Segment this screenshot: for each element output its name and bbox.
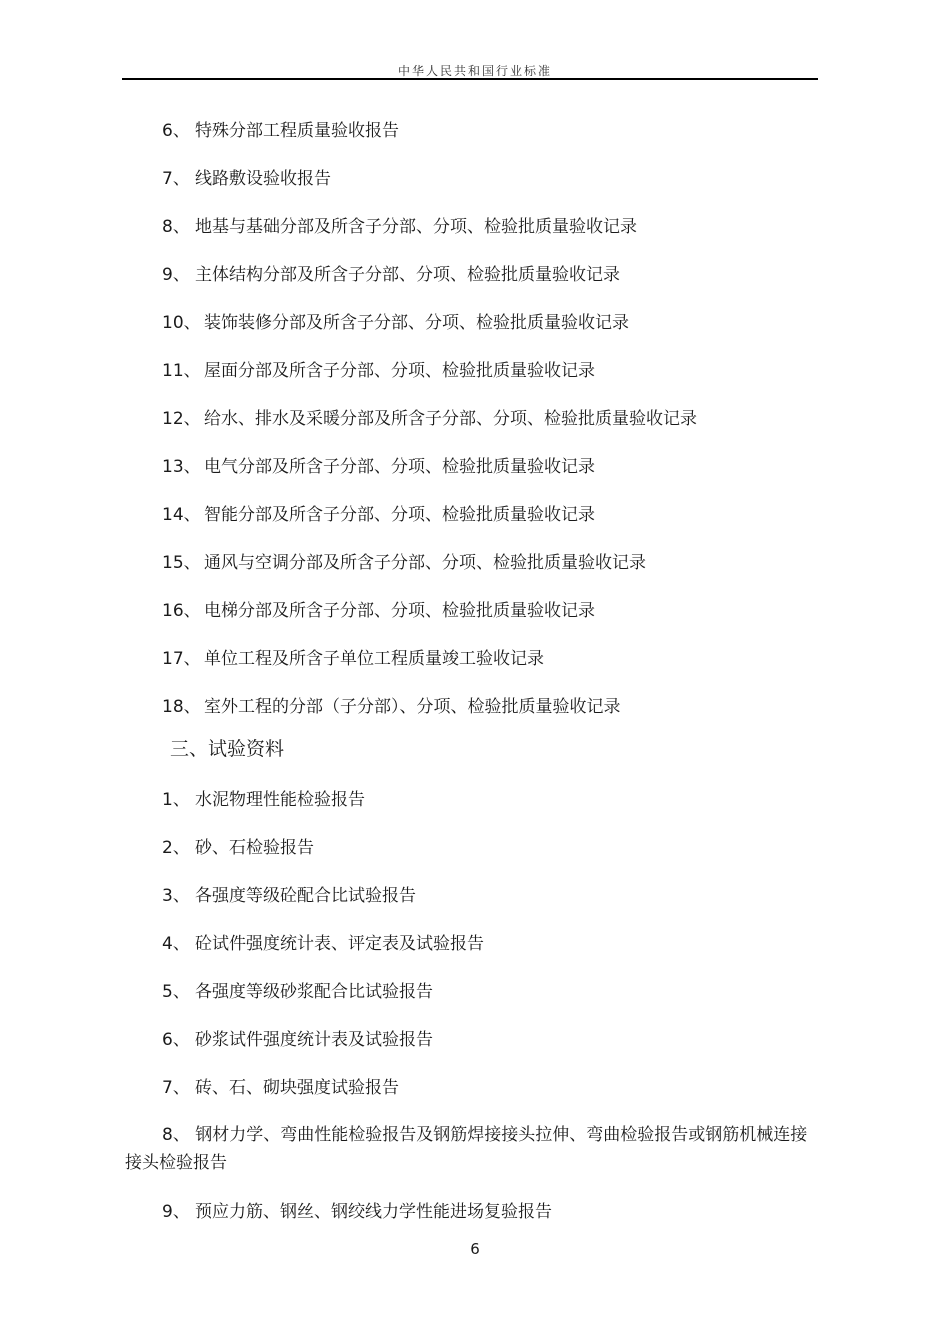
item-text: 电气分部及所含子分部、分项、检验批质量验收记录 [204,457,595,477]
item-text: 水泥物理性能检验报告 [195,790,365,810]
item-text: 室外工程的分部（子分部）、分项、检验批质量验收记录 [204,697,621,717]
running-header: 中华人民共和国行业标准 [397,64,552,78]
item-text: 主体结构分部及所含子分部、分项、检验批质量验收记录 [195,265,620,285]
item-number: 9、 [162,265,190,285]
list-item [162,1029,433,1051]
item-number: 9、 [162,1202,190,1222]
item-text: 地基与基础分部及所含子分部、分项、检验批质量验收记录 [195,217,637,237]
list-item-wrapped [125,1121,815,1177]
item-number: 13、 [162,457,201,477]
item-number: 6、 [162,121,190,141]
item-text: 各强度等级砼配合比试验报告 [195,886,416,906]
item-number: 11、 [162,361,201,381]
list-item [162,120,399,142]
list-item [162,648,544,670]
item-text: 砂、石检验报告 [195,838,314,858]
item-text: 线路敷设验收报告 [195,169,331,189]
item-text: 砼试件强度统计表、评定表及试验报告 [195,934,484,954]
list-item [162,360,595,382]
item-number: 7、 [162,169,190,189]
list-item [162,264,620,286]
item-number: 6、 [162,1030,190,1050]
list-item [162,1077,399,1099]
list-item [162,168,331,190]
item-text: 屋面分部及所含子分部、分项、检验批质量验收记录 [204,361,595,381]
list-item [162,885,416,907]
item-number: 4、 [162,934,190,954]
item-text: 智能分部及所含子分部、分项、检验批质量验收记录 [204,505,595,525]
item-number: 16、 [162,601,201,621]
item-text: 装饰装修分部及所含子分部、分项、检验批质量验收记录 [204,313,629,333]
item-text: 通风与空调分部及所含子分部、分项、检验批质量验收记录 [204,553,646,573]
item-number: 3、 [162,886,190,906]
item-text: 给水、排水及采暖分部及所含子分部、分项、检验批质量验收记录 [204,409,697,429]
item-text: 特殊分部工程质量验收报告 [195,121,399,141]
item-number: 5、 [162,982,190,1002]
item-text: 各强度等级砂浆配合比试验报告 [195,982,433,1002]
item-number: 17、 [162,649,201,669]
list-item [162,1201,552,1223]
item-number: 10、 [162,313,201,333]
item-number: 14、 [162,505,201,525]
section-heading: 三、试验资料 [170,738,285,760]
item-number: 2、 [162,838,190,858]
item-text: 预应力筋、钢丝、钢绞线力学性能进场复验报告 [195,1202,552,1222]
list-item [162,216,637,238]
list-item [162,933,484,955]
list-item [162,981,433,1003]
list-item [162,837,314,859]
item-number: 18、 [162,697,201,717]
list-item [162,408,697,430]
list-item [162,696,621,718]
item-text: 钢材力学、弯曲性能检验报告及钢筋焊接接头拉伸、弯曲检验报告或钢筋机械连接接头检验报告 [125,1125,808,1173]
list-item [162,456,595,478]
item-text: 砖、石、砌块强度试验报告 [195,1078,399,1098]
page-number: 6 [470,1240,480,1258]
header-rule [122,78,818,80]
list-item [162,504,595,526]
item-number: 7、 [162,1078,190,1098]
item-number: 8、 [162,1125,190,1145]
list-item [162,552,646,574]
item-text: 电梯分部及所含子分部、分项、检验批质量验收记录 [204,601,595,621]
list-item [162,600,595,622]
item-number: 1、 [162,790,190,810]
item-number: 8、 [162,217,190,237]
item-text: 单位工程及所含子单位工程质量竣工验收记录 [204,649,544,669]
list-item [162,789,365,811]
item-text: 砂浆试件强度统计表及试验报告 [195,1030,433,1050]
item-number: 12、 [162,409,201,429]
item-number: 15、 [162,553,201,573]
list-item [162,312,629,334]
